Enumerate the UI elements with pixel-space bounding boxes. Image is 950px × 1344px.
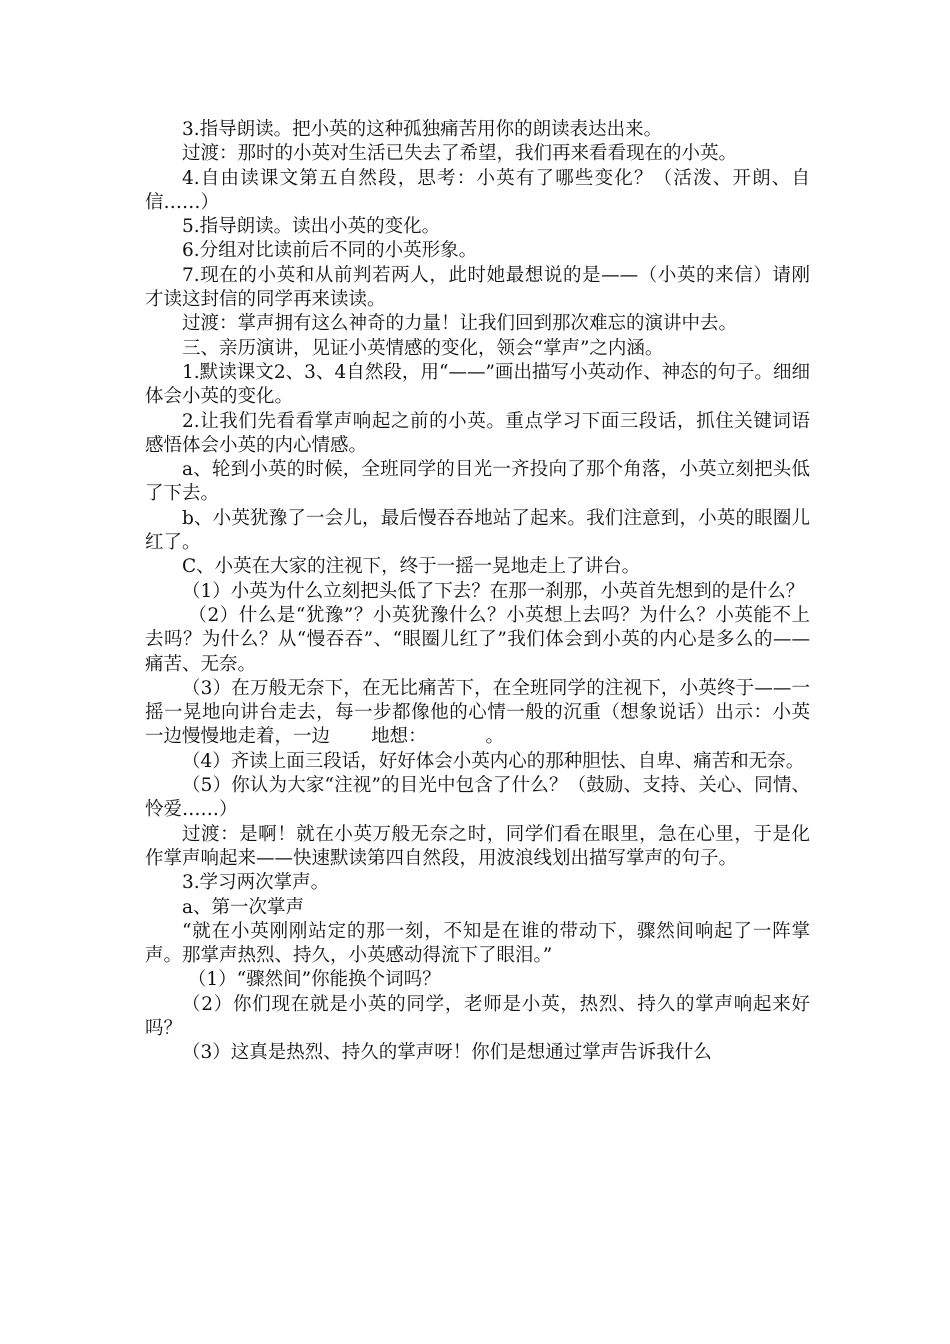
paragraph: （1）“骤然间”你能换个词吗？ <box>182 969 441 991</box>
paragraph: （2）什么是“犹豫”？小英犹豫什么？小英想上去吗？为什么？小英能不上去吗？为什么？从“慢吞吞”、“眼圈儿红了”我们体会到小英的内心是多么的——痛苦、无奈。 <box>145 604 810 675</box>
paragraph: （3）这真是热烈、持久的掌声呀！你们是想通过掌声告诉我什么 <box>182 1042 712 1064</box>
paragraph: 过渡：是啊！就在小英万般无奈之时，同学们看在眼里，急在心里，于是化作掌声响起来——快速默读第四自然段，用波浪线划出描写掌声的句子。 <box>145 823 810 869</box>
paragraph: a、第一次掌声 <box>182 896 305 918</box>
paragraph: 过渡：那时的小英对生活已失去了希望，我们再来看看现在的小英。 <box>182 143 738 165</box>
paragraph: 4.自由读课文第五自然段，思考：小英有了哪些变化？（活泼、开朗、自信……） <box>145 167 810 213</box>
section-heading: 三、亲历演讲，见证小英情感的变化，领会“掌声”之内涵。 <box>182 337 664 359</box>
document-page <box>145 118 810 1066</box>
paragraph: a、轮到小英的时候，全班同学的目光一齐投向了那个角落，小英立刻把头低了下去。 <box>145 459 810 505</box>
paragraph: 3.学习两次掌声。 <box>182 872 330 894</box>
paragraph: 7.现在的小英和从前判若两人，此时她最想说的是——（小英的来信）请刚才读这封信的同学再来读读。 <box>145 264 810 311</box>
paragraph: （2）你们现在就是小英的同学，老师是小英，热烈、持久的掌声响起来好吗？ <box>145 993 810 1039</box>
paragraph: （5）你认为大家“注视”的目光中包含了什么？（鼓励、支持、关心、同情、怜爱……） <box>145 775 810 821</box>
paragraph: 过渡：掌声拥有这么神奇的力量！让我们回到那次难忘的演讲中去。 <box>182 313 738 335</box>
paragraph: （1）小英为什么立刻把头低了下去？在那一刹那，小英首先想到的是什么？ <box>182 580 805 602</box>
paragraph: C、小英在大家的注视下，终于一摇一晃地走上了讲台。 <box>182 556 641 578</box>
paragraph: b、小英犹豫了一会儿，最后慢吞吞地站了起来。我们注意到，小英的眼圈儿红了。 <box>145 507 810 554</box>
paragraph: 3.指导朗读。把小英的这种孤独痛苦用你的朗读表达出来。 <box>182 119 663 140</box>
paragraph: （3）在万般无奈下，在无比痛苦下，在全班同学的注视下，小英终于——一摇一晃地向讲台走去，每一步都像他的心情一般的沉重（想象说话）出示：小英一边慢慢地走着，一边 地想： 。 <box>145 677 810 748</box>
paragraph: 2.让我们先看看掌声响起之前的小英。重点学习下面三段话，抓住关键词语感悟体会小英的内心情感。 <box>145 410 810 456</box>
paragraph: 6.分组对比读前后不同的小英形象。 <box>182 240 478 262</box>
quote-paragraph: “就在小英刚刚站定的那一刻，不知是在谁的带动下，骤然间响起了一阵掌声。那掌声热烈、持久，小英感动得流下了眼泪。” <box>145 920 810 967</box>
paragraph: 1.默读课文2、3、4自然段，用“——”画出描写小英动作、神态的句子。细细体会小英的变化。 <box>145 361 810 408</box>
paragraph: （4）齐读上面三段话，好好体会小英内心的那种胆怯、自卑、痛苦和无奈。 <box>182 750 805 772</box>
paragraph: 5.指导朗读。读出小英的变化。 <box>182 216 441 238</box>
